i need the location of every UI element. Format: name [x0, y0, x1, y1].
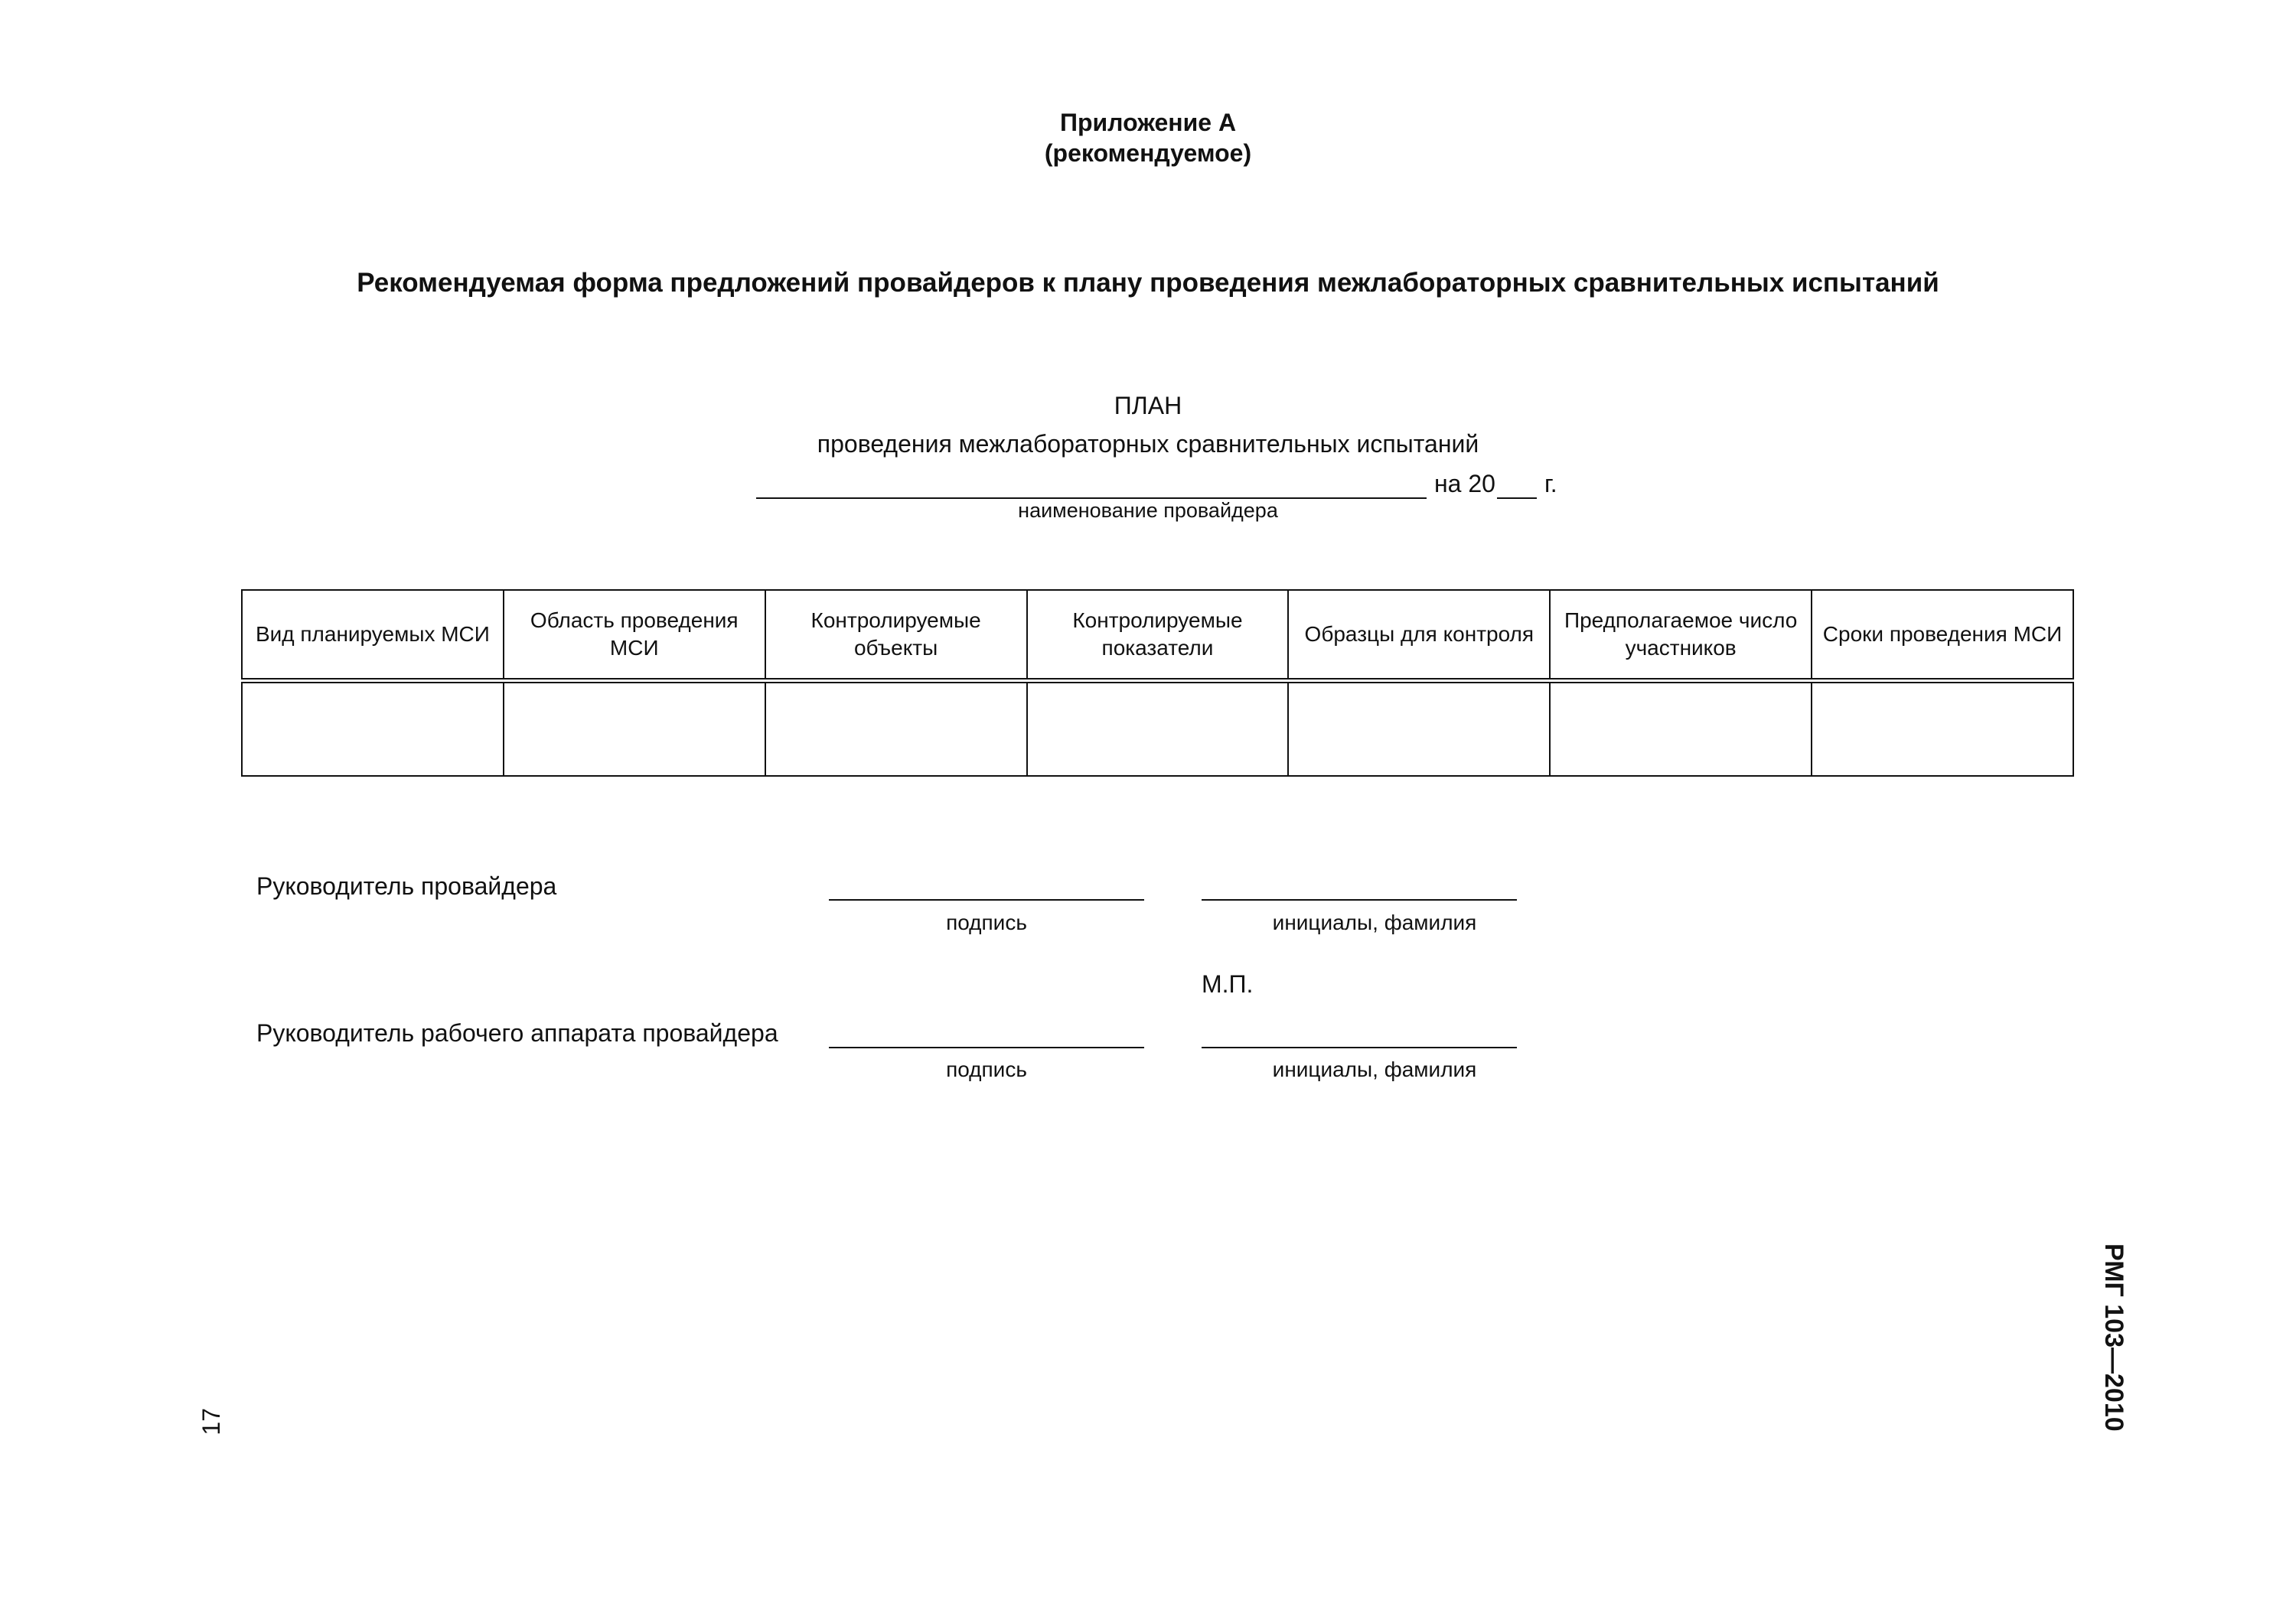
- provider-name-caption: наименование провайдера: [1018, 499, 1278, 522]
- year-prefix: на 20: [1434, 470, 1495, 497]
- form-title: Рекомендуемая форма предложений провайдеров к плану проведения межлабораторных сравнительных испытаний: [357, 268, 1939, 298]
- appendix-title: Приложение А: [1059, 109, 1237, 136]
- table-cell: [504, 681, 765, 777]
- table-cell: [1812, 681, 2073, 777]
- column-header: Предполагаемое число участников: [1550, 590, 1812, 681]
- column-header: Образцы для контроля: [1288, 590, 1550, 681]
- column-header: Вид планируемых МСИ: [242, 590, 504, 681]
- table-cell: [1027, 681, 1289, 777]
- column-header: Контролируемые показатели: [1027, 590, 1289, 681]
- table-cell: [765, 681, 1027, 777]
- appendix-type: (рекомендуемое): [1044, 139, 1252, 167]
- apparatus-name-caption: инициалы, фамилия: [1272, 1058, 1477, 1081]
- document-code: РМГ 103—2010: [2099, 1243, 2128, 1432]
- column-header: Контролируемые объекты: [765, 590, 1027, 681]
- year-suffix: г.: [1544, 470, 1557, 497]
- table-row: [242, 681, 2073, 777]
- table-cell: [1288, 681, 1550, 777]
- head-name-caption: инициалы, фамилия: [1272, 911, 1477, 934]
- table-cell: [242, 681, 504, 777]
- seal-mark: М.П.: [1202, 970, 1254, 998]
- head-signature-line: [829, 899, 1144, 901]
- plan-title: ПЛАН: [1114, 392, 1182, 419]
- apparatus-name-line: [1202, 1047, 1517, 1048]
- head-signature-caption: подпись: [946, 911, 1027, 934]
- table-header-row: [242, 590, 2073, 681]
- head-of-apparatus-label: Руководитель рабочего аппарата провайдера: [256, 1019, 778, 1047]
- table-cell: [1550, 681, 1812, 777]
- head-of-provider-label: Руководитель провайдера: [256, 872, 557, 900]
- column-header: Область проведения МСИ: [504, 590, 765, 681]
- page-number: 17: [197, 1408, 225, 1436]
- column-header: Сроки проведения МСИ: [1812, 590, 2073, 681]
- apparatus-signature-caption: подпись: [946, 1058, 1027, 1081]
- apparatus-signature-line: [829, 1047, 1144, 1048]
- plan-table: [241, 589, 2074, 777]
- plan-subtitle: проведения межлабораторных сравнительных испытаний: [817, 430, 1479, 458]
- head-name-line: [1202, 899, 1517, 901]
